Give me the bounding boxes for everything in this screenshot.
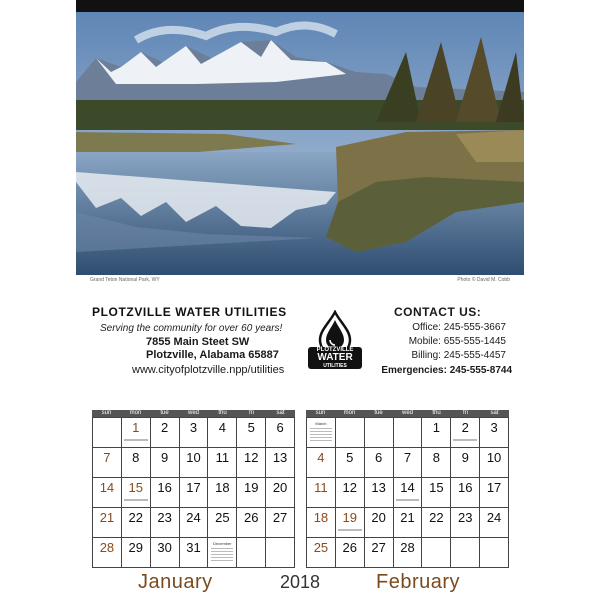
day-number: 17 <box>486 480 502 495</box>
day-number: 27 <box>272 510 288 525</box>
day-cell <box>307 508 336 538</box>
day-cell <box>122 508 151 538</box>
january-grid <box>92 417 295 568</box>
day-number: 27 <box>371 540 386 555</box>
day-number: 5 <box>346 450 354 465</box>
day-number: 4 <box>218 420 226 435</box>
photo-location-caption: Grand Teton National Park, WY <box>90 277 160 283</box>
day-number: 19 <box>243 480 259 495</box>
january-calendar <box>92 410 295 568</box>
day-cell <box>93 418 122 448</box>
day-cell <box>480 478 509 508</box>
day-cell <box>307 478 336 508</box>
day-cell <box>480 448 509 478</box>
day-cell <box>237 508 266 538</box>
day-number: 17 <box>186 480 201 495</box>
day-cell <box>266 418 295 448</box>
day-cell <box>422 538 451 568</box>
day-cell <box>336 448 365 478</box>
weekday-label: tue <box>374 410 383 416</box>
day-cell <box>266 448 295 478</box>
day-cell <box>237 538 266 568</box>
mini-calendar-title: December <box>213 541 232 546</box>
day-number: 1 <box>132 420 140 435</box>
weekday-label: sat <box>276 410 285 416</box>
weekday-header <box>92 410 295 417</box>
mini-calendar-row <box>211 548 233 549</box>
day-cell <box>451 418 480 448</box>
day-cell <box>208 478 237 508</box>
mini-calendar-row <box>211 557 233 558</box>
year-label: 2018 <box>280 572 321 592</box>
day-number: 25 <box>215 510 230 525</box>
february-title: February <box>376 571 461 593</box>
day-number: 2 <box>161 420 169 435</box>
day-cell <box>336 418 365 448</box>
day-number: 29 <box>128 540 143 555</box>
day-number: 12 <box>243 450 259 465</box>
mini-calendar-title: March <box>315 421 327 426</box>
day-number: 20 <box>371 510 386 525</box>
day-number: 21 <box>99 510 115 525</box>
holiday-note <box>124 439 148 441</box>
logo-text-3: UTILITIES <box>308 363 362 369</box>
day-cell <box>208 538 237 568</box>
day-cell <box>93 448 122 478</box>
day-number: 10 <box>486 450 502 465</box>
day-cell <box>480 508 509 538</box>
day-cell <box>307 538 336 568</box>
day-number: 13 <box>272 450 288 465</box>
mini-calendar-row <box>211 560 233 561</box>
day-cell <box>122 478 151 508</box>
mini-calendar-row <box>310 428 332 429</box>
day-cell <box>266 538 295 568</box>
day-number: 10 <box>186 450 201 465</box>
january-title: January <box>138 571 213 593</box>
day-cell <box>422 418 451 448</box>
photo-credit-caption: Photo © David M. Cobb <box>457 277 510 283</box>
day-number: 7 <box>403 450 412 465</box>
day-cell <box>365 418 394 448</box>
mini-calendar-row <box>310 440 332 441</box>
holiday-note <box>453 439 477 441</box>
day-number: 6 <box>375 450 383 465</box>
advertiser-block <box>92 305 312 376</box>
day-cell <box>151 538 180 568</box>
day-cell <box>422 508 451 538</box>
day-number: 6 <box>276 420 284 435</box>
day-cell <box>480 418 509 448</box>
day-cell <box>266 508 295 538</box>
day-number: 3 <box>490 420 498 435</box>
landscape-photo <box>76 12 524 275</box>
logo-text-2: WATER <box>308 353 362 363</box>
day-cell <box>237 448 266 478</box>
day-cell <box>365 448 394 478</box>
weekday-label: wed <box>187 410 199 416</box>
day-cell <box>237 418 266 448</box>
company-slogan: Serving the community for over 60 years! <box>100 323 283 334</box>
contact-title: CONTACT US: <box>394 305 482 319</box>
mini-calendar-row <box>211 551 233 552</box>
logo-text-1: PLOTZVILLE <box>308 347 362 353</box>
day-number: 9 <box>161 450 169 465</box>
holiday-note <box>124 499 148 501</box>
day-cell <box>480 538 509 568</box>
day-cell <box>93 478 122 508</box>
day-number: 4 <box>317 450 325 465</box>
office-phone: Office: 245-555-3667 <box>412 322 506 333</box>
contact-block <box>374 305 524 376</box>
february-grid <box>306 417 509 568</box>
day-cell <box>151 418 180 448</box>
day-number: 8 <box>132 450 140 465</box>
weekday-label: mon <box>129 410 142 416</box>
holiday-note <box>396 499 420 501</box>
day-number: 14 <box>400 480 415 495</box>
day-number: 23 <box>157 510 172 525</box>
day-cell <box>394 448 423 478</box>
day-cell <box>180 448 209 478</box>
day-number: 30 <box>157 540 172 555</box>
day-cell <box>180 418 209 448</box>
day-number: 22 <box>429 510 444 525</box>
day-cell <box>93 508 122 538</box>
mini-calendar-row <box>310 437 332 438</box>
day-number: 8 <box>432 450 440 465</box>
day-number: 25 <box>313 540 329 555</box>
day-number: 20 <box>272 480 288 495</box>
day-cell <box>151 448 180 478</box>
weekday-label: thu <box>432 410 441 416</box>
day-cell <box>394 508 423 538</box>
mini-calendar-row <box>310 431 332 432</box>
day-cell <box>122 418 151 448</box>
day-cell <box>451 508 480 538</box>
day-cell <box>365 508 394 538</box>
calendar-sheet <box>76 0 524 600</box>
day-cell <box>122 448 151 478</box>
weekday-label: tue <box>160 410 169 416</box>
mini-calendar-row <box>211 554 233 555</box>
day-cell <box>151 508 180 538</box>
day-cell <box>237 478 266 508</box>
day-cell <box>422 478 451 508</box>
day-number: 13 <box>371 480 386 495</box>
address-line-2: Plotzville, Alabama 65887 <box>146 349 279 361</box>
day-number: 11 <box>215 450 230 465</box>
day-cell <box>307 448 336 478</box>
weekday-label: sat <box>490 410 499 416</box>
day-cell <box>336 538 365 568</box>
day-cell <box>208 418 237 448</box>
day-number: 23 <box>457 510 473 525</box>
day-cell <box>208 508 237 538</box>
photo-caption-row <box>90 277 510 285</box>
billing-phone: Billing: 245-555-4457 <box>411 350 506 361</box>
day-cell <box>266 478 295 508</box>
mobile-phone: Mobile: 655-555-1445 <box>408 336 506 347</box>
day-number: 18 <box>215 480 230 495</box>
day-number: 24 <box>486 510 502 525</box>
day-cell <box>422 448 451 478</box>
day-cell <box>122 538 151 568</box>
weekday-header <box>306 410 509 417</box>
day-number: 7 <box>103 450 111 465</box>
company-name: PLOTZVILLE WATER UTILITIES <box>92 305 287 319</box>
february-calendar <box>306 410 509 568</box>
day-cell <box>394 478 423 508</box>
day-number: 15 <box>429 480 444 495</box>
day-cell <box>451 538 480 568</box>
day-cell <box>180 508 209 538</box>
day-number: 12 <box>342 480 357 495</box>
day-cell <box>151 478 180 508</box>
day-number: 28 <box>99 540 115 555</box>
day-cell <box>451 478 480 508</box>
day-number: 26 <box>342 540 357 555</box>
day-number: 9 <box>461 450 469 465</box>
weekday-label: thu <box>218 410 227 416</box>
weekday-label: wed <box>401 410 413 416</box>
day-cell <box>336 478 365 508</box>
day-cell <box>451 448 480 478</box>
mini-calendar <box>309 421 333 443</box>
website-link[interactable]: www.cityofplotzville.npp/utilities <box>132 364 285 376</box>
day-cell <box>180 478 209 508</box>
day-number: 15 <box>128 480 143 495</box>
mini-calendar-row <box>310 434 332 435</box>
weekday-label: fri <box>463 410 468 416</box>
day-cell <box>365 538 394 568</box>
day-cell <box>307 418 336 448</box>
day-cell <box>394 418 423 448</box>
day-number: 5 <box>247 420 255 435</box>
day-number: 22 <box>128 510 143 525</box>
day-cell <box>394 538 423 568</box>
day-number: 24 <box>186 510 201 525</box>
day-cell <box>365 478 394 508</box>
day-number: 19 <box>342 510 357 525</box>
weekday-label: mon <box>343 410 356 416</box>
weekday-label: sun <box>315 410 326 416</box>
day-number: 26 <box>243 510 259 525</box>
mini-calendar <box>210 541 234 563</box>
month-title-row <box>76 570 524 600</box>
address-line-1: 7855 Main Steet SW <box>146 336 250 348</box>
day-number: 3 <box>189 420 198 435</box>
day-cell <box>208 448 237 478</box>
top-binding-bar <box>76 0 524 12</box>
day-number: 18 <box>313 510 329 525</box>
day-number: 1 <box>432 420 440 435</box>
logo-wordmark <box>308 347 362 369</box>
holiday-note <box>338 529 362 531</box>
day-number: 28 <box>400 540 415 555</box>
weekday-label: fri <box>249 410 254 416</box>
day-number: 11 <box>314 480 328 495</box>
day-cell <box>336 508 365 538</box>
weekday-label: sun <box>101 410 112 416</box>
emergency-phone: Emergencies: 245-555-8744 <box>381 365 512 376</box>
day-cell <box>93 538 122 568</box>
day-cell <box>180 538 209 568</box>
day-number: 21 <box>400 510 415 525</box>
day-number: 2 <box>461 420 469 435</box>
day-number: 14 <box>99 480 115 495</box>
day-number: 16 <box>457 480 473 495</box>
day-number: 16 <box>157 480 172 495</box>
day-number: 31 <box>186 540 201 555</box>
